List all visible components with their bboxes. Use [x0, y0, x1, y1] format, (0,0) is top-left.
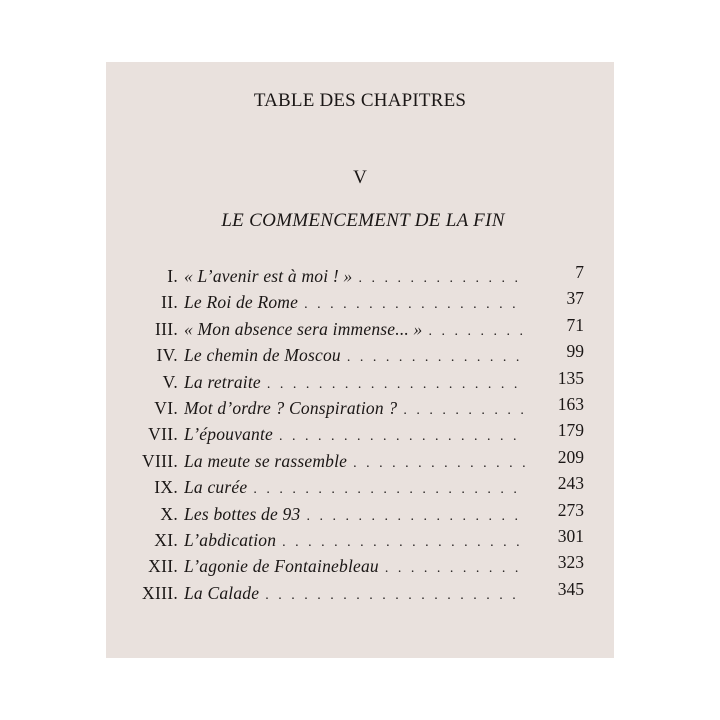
page-number: 163	[557, 393, 584, 414]
toc-entry	[106, 288, 614, 318]
dot-leader	[429, 322, 526, 342]
toc-entry	[106, 446, 614, 477]
toc-entry	[106, 420, 614, 450]
chapter-number: III.	[154, 318, 178, 339]
chapter-number: VII.	[148, 424, 178, 445]
table-of-contents	[106, 262, 614, 609]
chapter-number: VI.	[154, 397, 178, 418]
toc-entry	[106, 578, 614, 609]
chapter-number: XI.	[154, 529, 178, 550]
chapter-number: X.	[160, 503, 178, 524]
toc-entry	[106, 552, 614, 582]
volume-number: V	[353, 167, 367, 188]
dot-leader	[353, 454, 526, 474]
chapter-entry	[184, 372, 526, 395]
chapter-title: Le Roi de Rome	[184, 292, 299, 313]
chapter-title: L’agonie de Fontainebleau	[184, 556, 379, 577]
dot-leader	[358, 269, 526, 289]
chapter-entry	[184, 583, 526, 606]
chapter-title: La meute se rassemble	[184, 450, 348, 471]
page-number: 71	[566, 314, 584, 335]
chapter-title: Le chemin de Moscou	[184, 345, 341, 366]
page-number: 209	[557, 446, 584, 467]
dot-leader	[306, 507, 526, 527]
chapter-title: La retraite	[184, 371, 261, 392]
chapter-entry	[184, 424, 526, 447]
chapter-number: V.	[162, 371, 178, 392]
dot-leader	[282, 533, 526, 553]
chapter-number: VIII.	[142, 450, 178, 471]
chapter-entry	[184, 477, 526, 500]
page-number: 273	[557, 499, 584, 520]
dot-leader	[347, 348, 526, 368]
chapter-number: XII.	[148, 556, 178, 577]
chapter-number: II.	[161, 292, 178, 313]
chapter-entry	[184, 319, 526, 342]
chapter-entry	[184, 530, 526, 553]
chapter-title: L’abdication	[184, 529, 277, 550]
chapter-title: Les bottes de 93	[184, 503, 301, 524]
book-page	[106, 62, 614, 658]
chapter-entry	[184, 345, 526, 368]
page-number: 99	[566, 341, 584, 362]
page-number: 7	[575, 262, 584, 282]
chapter-entry	[184, 556, 526, 579]
chapter-title: La Calade	[184, 582, 260, 603]
dot-leader	[253, 480, 526, 500]
chapter-entry	[184, 292, 526, 315]
dot-leader	[385, 559, 526, 579]
toc-entry	[106, 367, 614, 398]
toc-entry	[106, 314, 614, 345]
dot-leader	[267, 375, 526, 395]
dot-leader	[265, 586, 526, 606]
toc-entry	[106, 499, 614, 530]
toc-entry	[106, 393, 614, 424]
chapter-number: IV.	[156, 345, 178, 366]
page-number: 243	[557, 473, 584, 494]
chapter-title: « L’avenir est à moi ! »	[184, 266, 353, 286]
page-number: 345	[557, 578, 584, 599]
dot-leader	[304, 295, 526, 315]
page-number: 37	[566, 288, 584, 309]
dot-leader	[279, 427, 526, 447]
part-title: LE COMMENCEMENT DE LA FIN	[221, 210, 505, 231]
chapter-entry	[184, 451, 526, 474]
toc-entry	[106, 473, 614, 503]
chapter-entry	[184, 266, 526, 289]
chapter-title: Mot d’ordre ? Conspiration ?	[184, 397, 398, 418]
chapter-title: La curée	[184, 477, 248, 498]
page-number: 323	[557, 552, 584, 573]
toc-entry	[106, 525, 614, 556]
chapter-title: « Mon absence sera immense... »	[184, 318, 423, 339]
chapter-number: IX.	[154, 477, 178, 498]
chapter-entry	[184, 504, 526, 527]
page-number: 301	[557, 525, 584, 546]
chapter-title: L’épouvante	[184, 424, 274, 445]
toc-entry	[106, 341, 614, 371]
dot-leader	[403, 401, 526, 421]
chapter-entry	[184, 398, 526, 421]
chapter-number: I.	[167, 266, 178, 286]
chapter-number: XIII.	[142, 582, 178, 603]
page-title: TABLE DES CHAPITRES	[253, 90, 467, 111]
page-number: 179	[557, 420, 584, 441]
toc-entry	[106, 262, 614, 292]
page-number: 135	[557, 367, 584, 388]
